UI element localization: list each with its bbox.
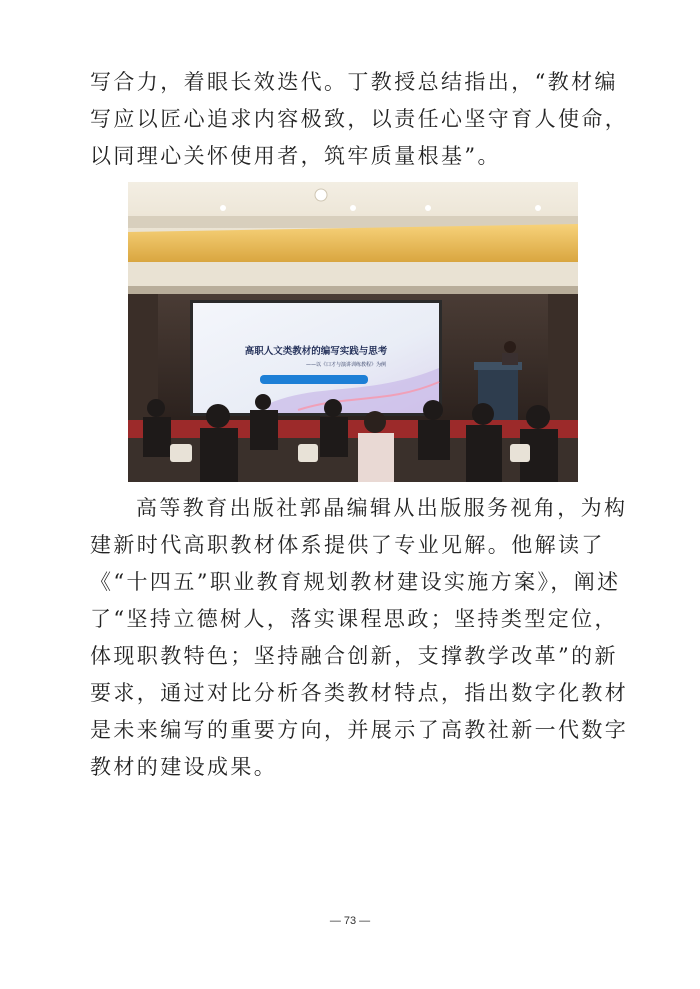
paragraph-2: 高等教育出版社郭晶编辑从出版服务视角，为构建新时代高职教材体系提供了专业见解。他解读了《“十四五”职业教育规划教材建设实施方案》，阐述了“坚持立德树人，落实课程思政；坚持类型定位，体现职教特色；坚持融合创新，支撑教学改革”的新要求，通过对比分析各类教材特点，指出数字化教材是未来编写的重要方向，并展示了高教社新一代数字教材的建设成果。: [90, 496, 629, 779]
conference-photo: [128, 182, 578, 482]
screen-subtitle: ——以《口才与演讲训练教程》为例: [305, 362, 387, 368]
screen-title: 高职人文类教材的编写实践与思考: [244, 346, 388, 357]
paragraph-1: 写合力，着眼长效迭代。丁教授总结指出，“教材编写应以匠心追求内容极致，以责任心坚守育人使命，以同理心关怀使用者，筑牢质量根基”。: [90, 70, 629, 168]
page-number: — 73 —: [329, 915, 371, 927]
